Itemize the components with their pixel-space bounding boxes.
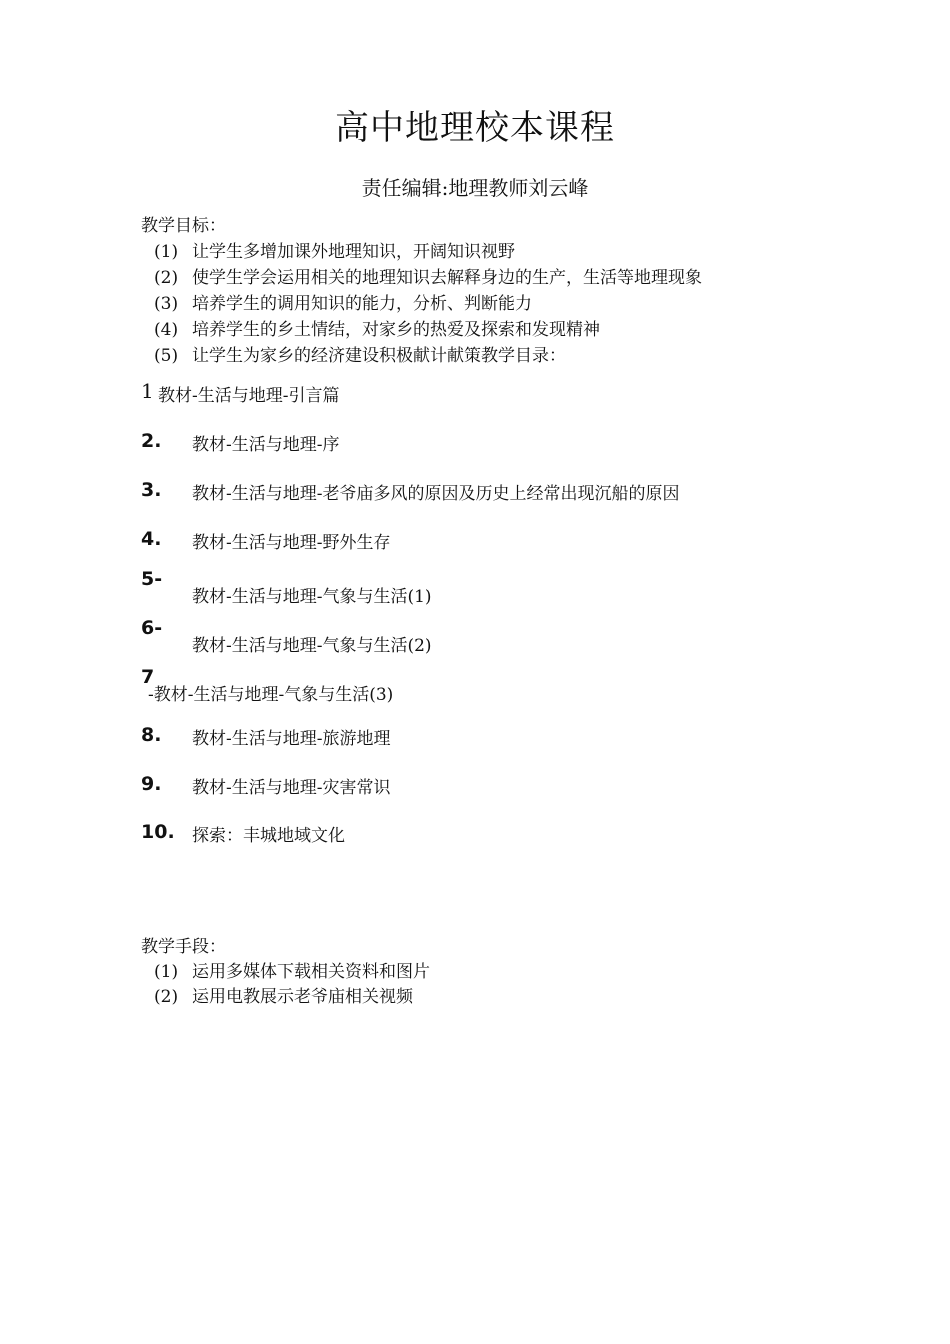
method-number: (1) [154,962,179,982]
objective-item [154,315,600,340]
objective-text: 让学生多增加课外地理知识，开阔知识视野 [192,242,515,262]
methods-heading: 教学手段： [141,937,226,957]
objective-item [154,237,515,262]
objectives-heading: 教学目标： [141,216,226,236]
content-text: 教材-生活与地理-气象与生活(1) [192,587,432,607]
content-text: 教材-生活与地理-灾害常识 [192,778,391,798]
objective-text: 培养学生的乡土情结，对家乡的热爱及探索和发现精神 [192,320,600,340]
method-item [154,982,413,1007]
content-text: 教材-生活与地理-老爷庙多风的原因及历史上经常出现沉船的原因 [192,484,680,504]
objective-item [154,263,702,288]
content-number: 2. [141,430,162,452]
content-number: 5- [141,568,163,590]
content-text: 教材-生活与地理-野外生存 [192,533,391,553]
content-number: 8. [141,724,162,746]
content-text: 教材-生活与地理-旅游地理 [192,729,391,749]
content-number: 7 [141,666,155,688]
objective-item [154,289,532,314]
objective-item [154,341,566,366]
content-text: -教材-生活与地理-气象与生活(3) [148,685,394,705]
content-number: 3. [141,479,162,501]
objective-number: (5) [154,346,179,366]
method-item [154,957,430,982]
content-number: 4. [141,528,162,550]
objective-number: (3) [154,294,179,314]
editor-line: 责任编辑:地理教师刘云峰 [361,176,589,200]
content-text: 探索：丰城地域文化 [192,826,345,846]
objective-number: (1) [154,242,179,262]
content-number: 6- [141,617,163,639]
objective-number: (4) [154,320,179,340]
objective-text: 培养学生的调用知识的能力，分析、判断能力 [192,294,532,314]
content-text: 教材-生活与地理-序 [192,435,340,455]
page-title: 高中地理校本课程 [335,108,615,148]
method-number: (2) [154,987,179,1007]
method-text: 运用电教展示老爷庙相关视频 [192,987,413,1007]
objective-number: (2) [154,268,179,288]
method-text: 运用多媒体下载相关资料和图片 [192,962,430,982]
objective-text: 使学生学会运用相关的地理知识去解释身边的生产，生活等地理现象 [192,268,702,288]
objective-text: 让学生为家乡的经济建设积极献计献策教学目录： [192,346,566,366]
content-number: 10. [141,821,175,843]
content-text: 教材-生活与地理-引言篇 [158,386,340,406]
content-text: 教材-生活与地理-气象与生活(2) [192,636,432,656]
content-number: 9. [141,773,162,795]
content-number: 1 [141,379,154,403]
